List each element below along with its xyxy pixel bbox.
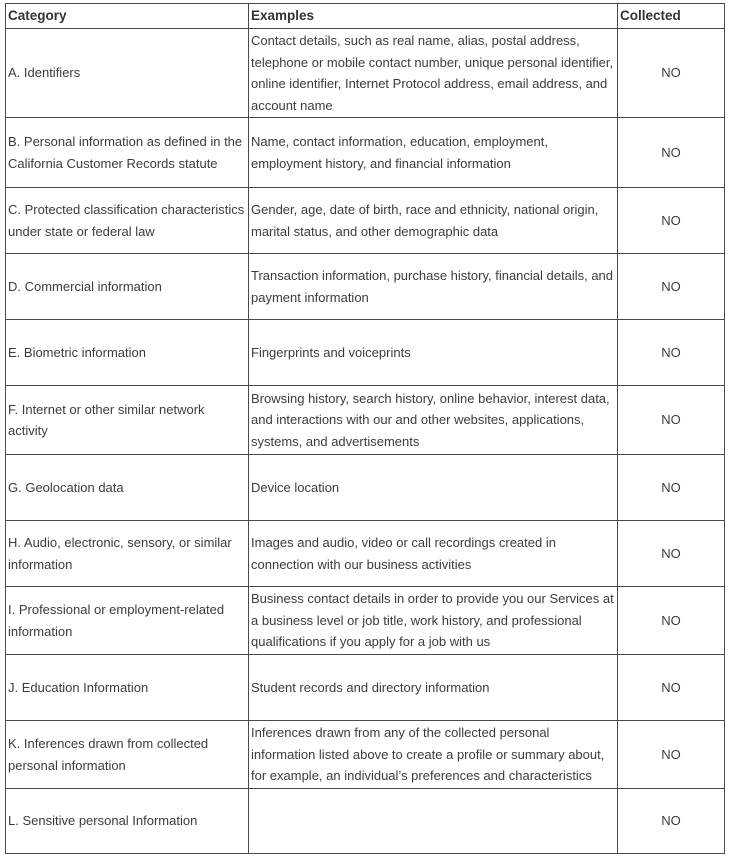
- table-row: [6, 587, 725, 655]
- category-cell: G. Geolocation data: [6, 455, 249, 521]
- table-row: [6, 455, 725, 521]
- category-cell: J. Education Information: [6, 655, 249, 721]
- collected-cell: NO: [618, 386, 725, 455]
- category-cell: E. Biometric information: [6, 320, 249, 386]
- examples-cell: Transaction information, purchase history, financial details, and payment information: [249, 254, 618, 320]
- data-categories-table: [5, 3, 725, 854]
- category-cell: B. Personal information as defined in the California Customer Records statute: [6, 118, 249, 188]
- category-cell: C. Protected classification characteristics under state or federal law: [6, 188, 249, 254]
- examples-cell: Business contact details in order to provide you our Services at a business level or job title, work history, and professional qualifications if you apply for a job with us: [249, 587, 618, 655]
- examples-cell: Gender, age, date of birth, race and ethnicity, national origin, marital status, and other demographic data: [249, 188, 618, 254]
- examples-cell: Contact details, such as real name, alias, postal address, telephone or mobile contact number, unique personal identifier, online identifier, Internet Protocol address, email address, and account name: [249, 29, 618, 118]
- collected-cell: NO: [618, 188, 725, 254]
- category-cell: D. Commercial information: [6, 254, 249, 320]
- table-row: [6, 29, 725, 118]
- collected-cell: NO: [618, 721, 725, 789]
- examples-cell: Fingerprints and voiceprints: [249, 320, 618, 386]
- header-collected: Collected: [618, 4, 725, 29]
- collected-cell: NO: [618, 320, 725, 386]
- collected-cell: NO: [618, 587, 725, 655]
- category-cell: F. Internet or other similar network activity: [6, 386, 249, 455]
- examples-cell: Name, contact information, education, employment, employment history, and financial information: [249, 118, 618, 188]
- table-header-row: [6, 4, 725, 29]
- examples-cell: Inferences drawn from any of the collected personal information listed above to create a profile or summary about, for example, an individual’s preferences and characteristics: [249, 721, 618, 789]
- category-cell: H. Audio, electronic, sensory, or similar information: [6, 521, 249, 587]
- table-row: [6, 655, 725, 721]
- table-row: [6, 118, 725, 188]
- table-row: [6, 386, 725, 455]
- table-row: [6, 254, 725, 320]
- examples-cell: Student records and directory information: [249, 655, 618, 721]
- collected-cell: NO: [618, 455, 725, 521]
- category-cell: L. Sensitive personal Information: [6, 789, 249, 854]
- table-row: [6, 789, 725, 854]
- table-row: [6, 721, 725, 789]
- table-row: [6, 188, 725, 254]
- examples-cell: Device location: [249, 455, 618, 521]
- category-cell: K. Inferences drawn from collected personal information: [6, 721, 249, 789]
- category-cell: I. Professional or employment-related information: [6, 587, 249, 655]
- table-row: [6, 521, 725, 587]
- category-cell: A. Identifiers: [6, 29, 249, 118]
- collected-cell: NO: [618, 789, 725, 854]
- examples-cell: Browsing history, search history, online behavior, interest data, and interactions with our and other websites, applications, systems, and advertisements: [249, 386, 618, 455]
- collected-cell: NO: [618, 118, 725, 188]
- collected-cell: NO: [618, 29, 725, 118]
- header-examples: Examples: [249, 4, 618, 29]
- collected-cell: NO: [618, 655, 725, 721]
- collected-cell: NO: [618, 254, 725, 320]
- collected-cell: NO: [618, 521, 725, 587]
- table-row: [6, 320, 725, 386]
- examples-cell: Images and audio, video or call recordings created in connection with our business activities: [249, 521, 618, 587]
- examples-cell: [249, 789, 618, 854]
- header-category: Category: [6, 4, 249, 29]
